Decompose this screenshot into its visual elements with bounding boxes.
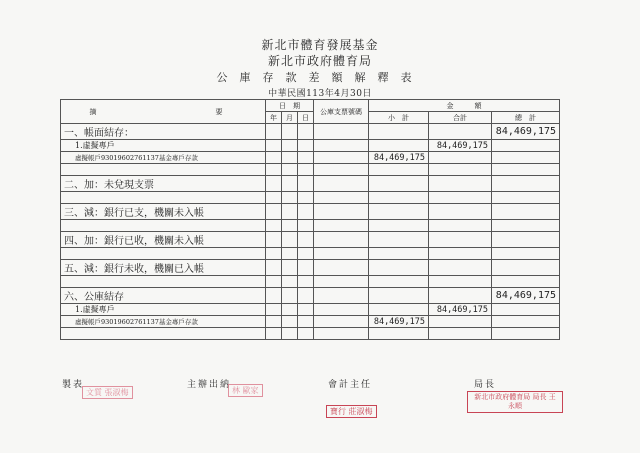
section-label: 六、公庫結存: [61, 288, 266, 304]
total-cell: 84,469,175: [492, 288, 560, 304]
total-cell: 84,469,175: [492, 124, 560, 140]
preparer-label: 製表: [62, 380, 85, 390]
table-row: [61, 304, 560, 316]
table-row: [61, 204, 560, 220]
account-label: 虛擬帳戶93019602761137基金專戶存款: [61, 152, 266, 164]
col-sum-header: 合計: [429, 112, 492, 124]
section-label: 一、帳面結存：: [61, 124, 266, 140]
col-total-header: 總 計: [492, 112, 560, 124]
col-year-header: 年: [266, 112, 282, 124]
table-row: [61, 192, 560, 204]
table-row: [61, 176, 560, 192]
accounting-stamp: 寶行 莊淑梅: [326, 405, 377, 418]
section-label: 四、加：銀行已收，機關未入帳: [61, 232, 266, 248]
col-amount-header: 金 額: [369, 100, 560, 112]
col-subtotal-header: 小 計: [369, 112, 429, 124]
table-row: [61, 152, 560, 164]
col-date-header: 日 期: [266, 100, 314, 112]
agency-name: 新北市政府體育局: [267, 54, 372, 68]
table-row: [61, 220, 560, 232]
reconciliation-table: [60, 99, 560, 340]
table-row: [61, 316, 560, 328]
table-row: [61, 288, 560, 304]
section-label: 三、減：銀行已支，機關未入帳: [61, 204, 266, 220]
header-row-1: [61, 100, 560, 112]
section-label: 二、加：未兌現支票: [61, 176, 266, 192]
subtotal-cell: 84,469,175: [369, 152, 429, 164]
col-summary-header: 摘 要: [61, 100, 266, 124]
table-row: [61, 248, 560, 260]
section-label: 五、減：銀行未收，機關已入帳: [61, 260, 266, 276]
account-label: 虛擬帳戶93019602761137基金專戶存款: [61, 316, 266, 328]
sub-label: 1.虛擬專戶: [61, 140, 266, 152]
preparer-stamp: 文質 張淑梅: [82, 386, 133, 399]
col-voucher-header: 公庫支票號碼: [314, 100, 369, 124]
table-row: [61, 124, 560, 140]
report-title: 公庫存款差額解釋表: [216, 71, 424, 84]
table-row: [61, 260, 560, 276]
table-row: [61, 140, 560, 152]
col-day-header: 日: [298, 112, 314, 124]
fund-name: 新北市體育發展基金: [261, 38, 379, 52]
subtotal-cell: 84,469,175: [369, 316, 429, 328]
cashier-stamp: 林 歐家: [228, 384, 263, 397]
sum-cell: 84,469,175: [429, 140, 492, 152]
col-month-header: 月: [282, 112, 298, 124]
table-row: [61, 164, 560, 176]
cashier-label: 主辦出納: [187, 380, 232, 390]
table-row: [61, 232, 560, 248]
sub-label: 1.虛擬專戶: [61, 304, 266, 316]
director-stamp: 新北市政府體育局 局長 王永順: [467, 391, 563, 413]
report-date: 中華民國113年4月30日: [268, 89, 372, 99]
accounting-label: 會計主任: [328, 380, 373, 390]
sum-cell: 84,469,175: [429, 304, 492, 316]
table-row: [61, 328, 560, 340]
director-label: 局長: [474, 380, 497, 390]
table-row: [61, 276, 560, 288]
